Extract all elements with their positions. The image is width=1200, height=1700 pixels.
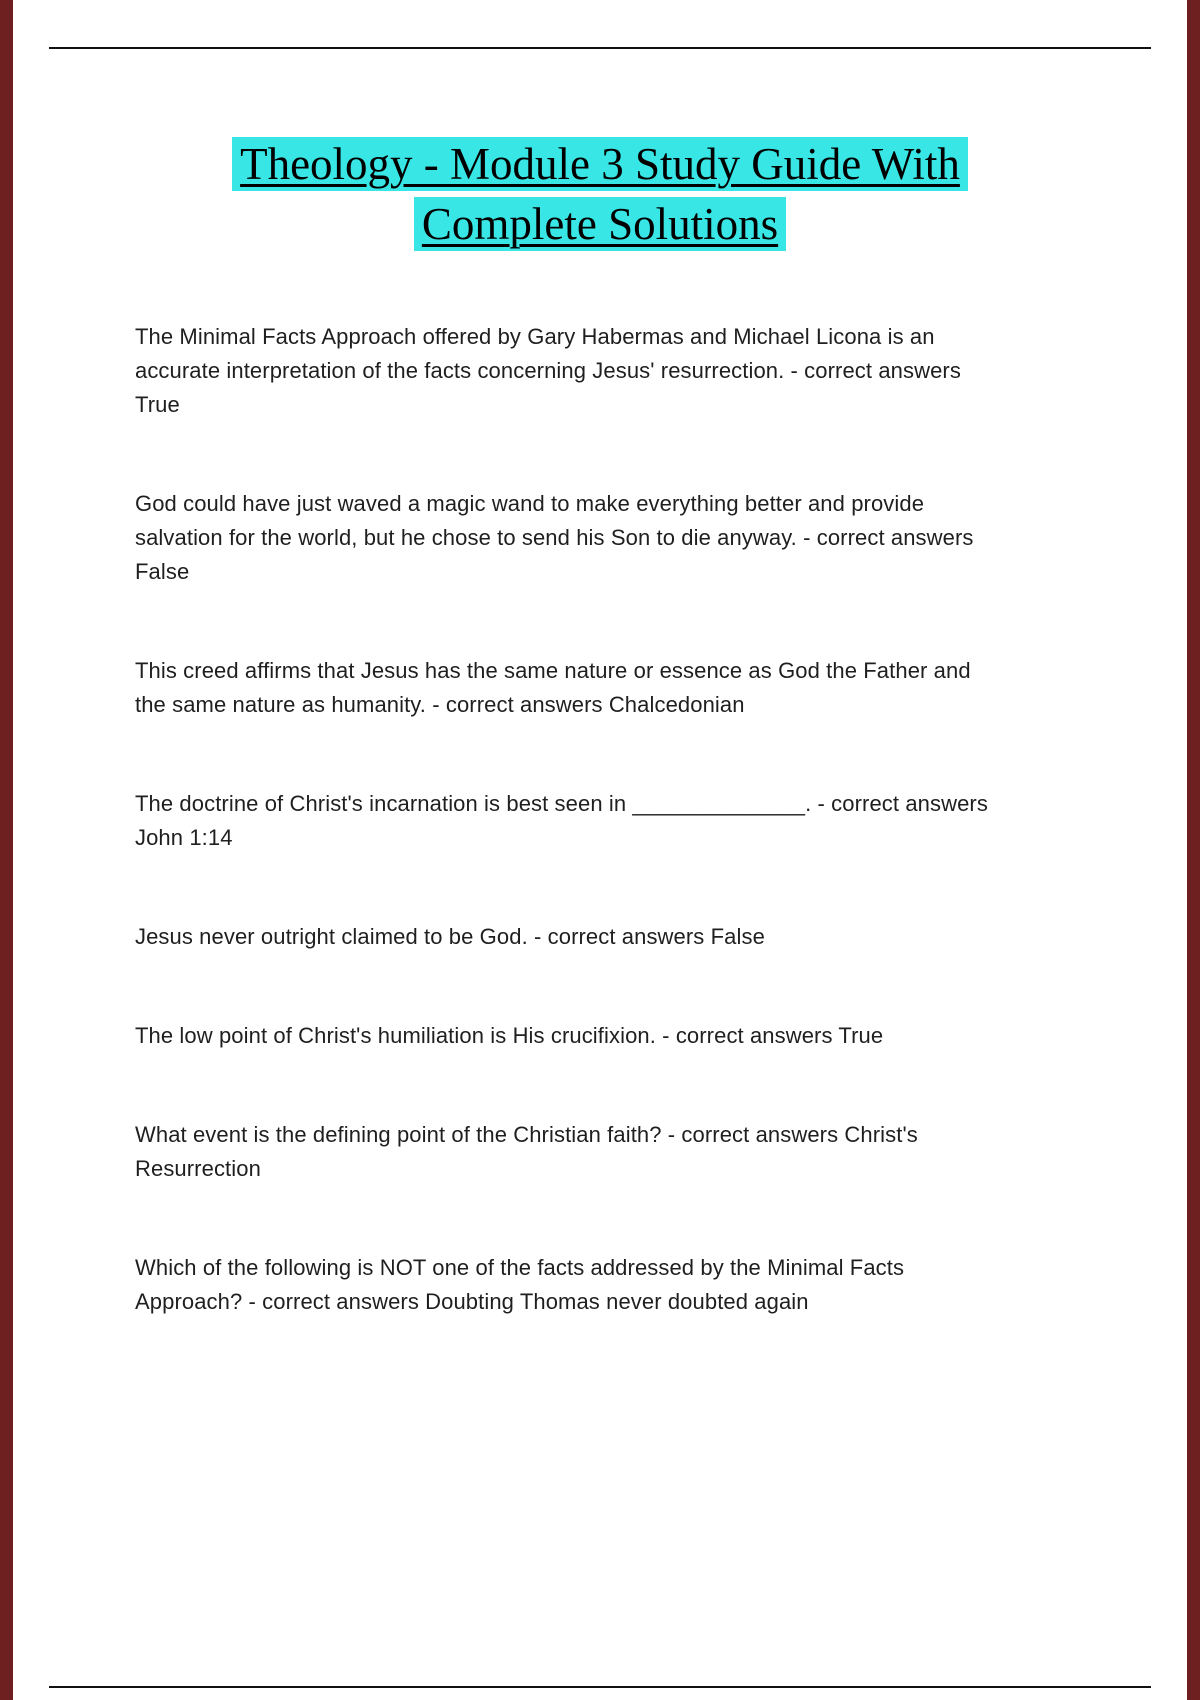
- qa-paragraph: This creed affirms that Jesus has the same nature or essence as God the Father and the same nature as humanity. - correct answers Chalcedonian: [135, 658, 971, 717]
- qa-paragraph: Which of the following is NOT one of the facts addressed by the Minimal Facts Approach? - correct answers Doubting Thomas never doubted again: [135, 1255, 905, 1314]
- qa-paragraph: The doctrine of Christ's incarnation is best seen in ______________. - correct answers John 1:14: [135, 791, 988, 850]
- qa-paragraph: Jesus never outright claimed to be God. - correct answers False: [135, 924, 765, 949]
- page-title: [160, 134, 1040, 254]
- document-body: [135, 320, 1007, 1319]
- qa-paragraph: What event is the defining point of the Christian faith? - correct answers Christ's Resurrection: [135, 1122, 918, 1181]
- bottom-rule: [49, 1686, 1151, 1688]
- highlighted-title-text: Theology - Module 3 Study Guide With Complete Solutions: [232, 137, 968, 251]
- qa-paragraph: The Minimal Facts Approach offered by Gary Habermas and Michael Licona is an accurate interpretation of the facts concerning Jesus' resurrection. - correct answers True: [135, 324, 961, 417]
- qa-paragraph: The low point of Christ's humiliation is His crucifixion. - correct answers True: [135, 1023, 884, 1048]
- qa-paragraph: God could have just waved a magic wand to make everything better and provide salvation for the world, but he chose to send his Son to die anyway. - correct answers False: [135, 491, 974, 584]
